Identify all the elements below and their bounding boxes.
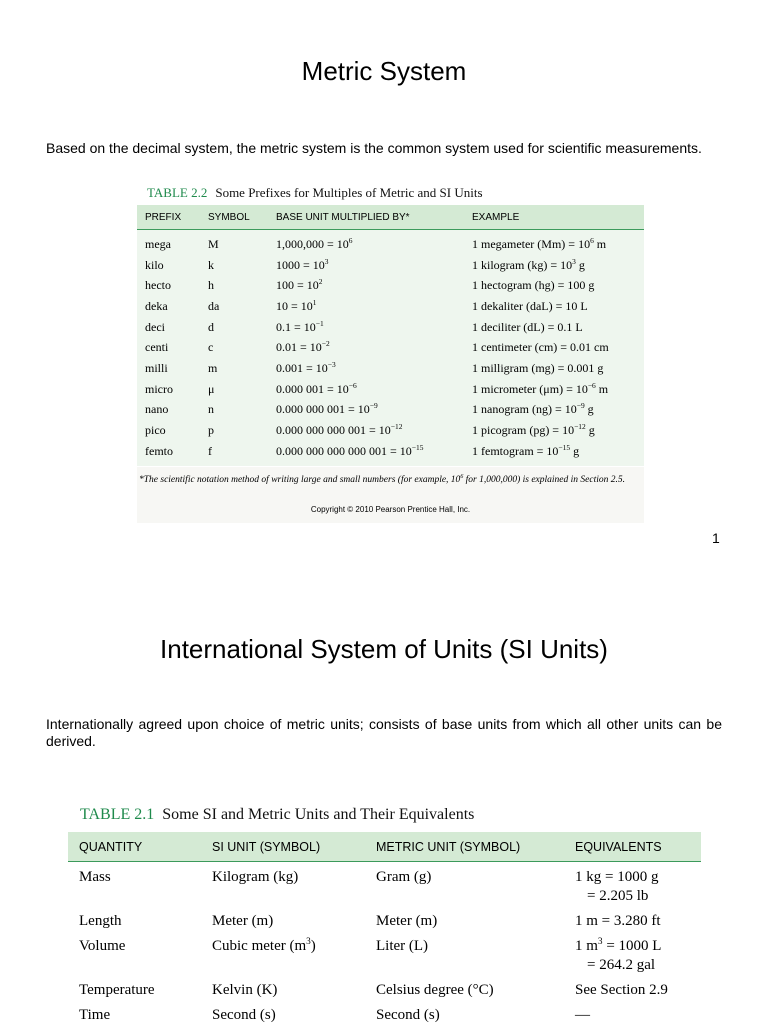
si-table-header — [68, 832, 701, 862]
slide2-paragraph: Internationally agreed upon choice of metric units; consists of base units from which all other units can be derived. — [46, 716, 722, 749]
multiplier-text: 0.000 000 001 = 10 — [276, 402, 370, 417]
multiplier-cell — [268, 379, 464, 400]
table21-caption — [80, 806, 474, 824]
equivalent-text: 1 m — [575, 938, 598, 954]
multiplier-text: 0.000 001 = 10 — [276, 381, 349, 396]
multiplier-cell — [268, 230, 464, 255]
si-unit-cell — [201, 906, 365, 931]
multiplier-cell — [268, 358, 464, 379]
si-unit-text: Kilogram (kg) — [212, 869, 299, 885]
equivalents-cell — [564, 975, 701, 1000]
prefix-row — [137, 317, 644, 338]
multiplier-text: 1000 = 10 — [276, 257, 325, 272]
example-text: 1 deciliter (dL) = 0.1 L — [472, 319, 583, 334]
quantity-cell: Temperature — [79, 982, 155, 998]
symbol-cell: d — [208, 319, 214, 334]
col-si-unit: SI UNIT (SYMBOL) — [201, 832, 365, 862]
quantity-cell: Volume — [79, 938, 126, 954]
prefix-row — [137, 400, 644, 421]
prefix-cell: micro — [145, 381, 173, 396]
example-unit: g — [570, 443, 580, 458]
equivalents-cell — [564, 906, 701, 931]
example-cell — [464, 358, 644, 379]
example-text: 1 picogram (pg) = 10 — [472, 423, 575, 438]
prefix-cell: kilo — [145, 257, 164, 272]
slide1-paragraph: Based on the decimal system, the metric system is the common system used for scientific measurements. — [46, 140, 702, 156]
metric-unit-cell: Meter (m) — [376, 913, 438, 929]
col-metric-unit: METRIC UNIT (SYMBOL) — [365, 832, 564, 862]
metric-unit-cell: Gram (g) — [376, 869, 432, 885]
multiplier-exponent: −1 — [315, 318, 324, 328]
prefix-row — [137, 255, 644, 276]
si-unit-cell — [201, 862, 365, 907]
example-text: 1 micrometer (μm) = 10 — [472, 381, 588, 396]
col-example: EXAMPLE — [464, 205, 644, 230]
prefix-cell: milli — [145, 360, 168, 375]
table22-footnote — [137, 467, 644, 523]
example-cell — [464, 441, 644, 466]
si-row — [68, 862, 701, 907]
prefix-cell: pico — [145, 423, 166, 438]
prefix-table-header — [137, 205, 644, 230]
equivalents-cell — [564, 862, 701, 907]
si-row — [68, 906, 701, 931]
equivalent-text: 1 kg = 1000 g — [575, 869, 659, 885]
prefix-row — [137, 420, 644, 441]
multiplier-text: 100 = 10 — [276, 278, 319, 293]
example-cell — [464, 337, 644, 358]
example-cell — [464, 400, 644, 421]
metric-unit-cell: Liter (L) — [376, 938, 429, 954]
multiplier-text: 0.01 = 10 — [276, 340, 322, 355]
table22-label: TABLE 2.2 — [147, 185, 208, 200]
multiplier-cell — [268, 337, 464, 358]
example-unit: g — [585, 423, 595, 438]
example-text: 1 kilogram (kg) = 10 — [472, 257, 573, 272]
equivalent-second-line: = 264.2 gal — [587, 957, 656, 973]
example-text: 1 milligram (mg) = 0.001 g — [472, 360, 604, 375]
symbol-cell: da — [208, 298, 220, 313]
symbol-cell: n — [208, 402, 214, 417]
si-row — [68, 975, 701, 1000]
si-unit-text: Meter (m) — [212, 913, 274, 929]
symbol-cell: k — [208, 257, 214, 272]
table21-title: Some SI and Metric Units and Their Equivalents — [162, 806, 475, 823]
si-unit-cell — [201, 975, 365, 1000]
prefix-row — [137, 275, 644, 296]
prefix-cell: deci — [145, 319, 165, 334]
example-cell — [464, 255, 644, 276]
symbol-cell: h — [208, 278, 214, 293]
multiplier-text: 0.000 000 000 001 = 10 — [276, 423, 391, 438]
example-unit: m — [595, 381, 609, 396]
col-equivalents: EQUIVALENTS — [564, 832, 701, 862]
multiplier-text: 0.001 = 10 — [276, 360, 328, 375]
multiplier-cell — [268, 317, 464, 338]
multiplier-exponent: −2 — [321, 339, 330, 349]
multiplier-text: 0.000 000 000 000 001 = 10 — [276, 443, 412, 458]
col-quantity: QUANTITY — [68, 832, 201, 862]
multiplier-exponent: 1 — [312, 297, 317, 307]
table22-title: Some Prefixes for Multiples of Metric and SI Units — [215, 185, 483, 200]
quantity-cell: Mass — [79, 869, 111, 885]
example-unit: g — [584, 402, 594, 417]
equivalent-text: See Section 2.9 — [575, 982, 668, 998]
equivalent-second-line: = 2.205 lb — [587, 888, 649, 904]
example-exponent: 6 — [590, 235, 594, 245]
multiplier-cell — [268, 296, 464, 317]
prefix-row — [137, 337, 644, 358]
si-row — [68, 1000, 701, 1025]
example-exponent: −6 — [587, 380, 596, 390]
example-cell — [464, 275, 644, 296]
multiplier-text: 0.1 = 10 — [276, 319, 316, 334]
si-unit-cell — [201, 931, 365, 975]
footnote-text-b: for 1,000,000) is explained in Section 2.5. — [463, 475, 625, 485]
quantity-cell: Length — [79, 913, 122, 929]
prefix-table — [137, 205, 644, 466]
si-unit-tail: ) — [310, 938, 316, 954]
quantity-cell: Time — [79, 1007, 111, 1023]
prefix-cell: centi — [145, 340, 169, 355]
multiplier-text: 10 = 10 — [276, 298, 313, 313]
col-prefix: PREFIX — [137, 205, 200, 230]
multiplier-exponent: −15 — [411, 442, 424, 452]
equivalent-text: 1 m = 3.280 ft — [575, 913, 661, 929]
prefix-cell: nano — [145, 402, 169, 417]
example-unit: g — [575, 257, 585, 272]
multiplier-cell — [268, 420, 464, 441]
example-text: 1 hectogram (hg) = 100 g — [472, 278, 595, 293]
example-exponent: 3 — [572, 256, 576, 266]
example-cell — [464, 379, 644, 400]
table21-label: TABLE 2.1 — [80, 806, 155, 823]
si-unit-text: Second (s) — [212, 1007, 276, 1023]
example-cell — [464, 317, 644, 338]
example-text: 1 femtogram = 10 — [472, 443, 559, 458]
example-exponent: −15 — [558, 442, 571, 452]
example-cell — [464, 230, 644, 255]
copyright: Copyright © 2010 Pearson Prentice Hall, Inc. — [310, 505, 471, 514]
si-row — [68, 931, 701, 975]
prefix-row — [137, 358, 644, 379]
symbol-cell: f — [208, 443, 212, 458]
multiplier-cell — [268, 275, 464, 296]
example-text: 1 dekaliter (daL) = 10 L — [472, 298, 588, 313]
si-unit-text: Kelvin (K) — [212, 982, 278, 998]
multiplier-exponent: 3 — [324, 256, 329, 266]
equivalents-cell — [564, 1000, 701, 1025]
metric-unit-cell: Second (s) — [376, 1007, 440, 1023]
prefix-row — [137, 379, 644, 400]
equivalents-cell — [564, 931, 701, 975]
prefix-cell: hecto — [145, 278, 171, 293]
prefix-row — [137, 230, 644, 255]
page-number: 1 — [712, 530, 720, 546]
example-exponent: −12 — [574, 422, 586, 432]
example-text: 1 megameter (Mm) = 10 — [472, 236, 591, 251]
multiplier-exponent: −12 — [390, 422, 403, 432]
example-exponent: −9 — [576, 401, 585, 411]
symbol-cell: p — [208, 423, 214, 438]
example-cell — [464, 296, 644, 317]
footnote-exp: 6 — [460, 473, 464, 480]
equivalent-exponent: 3 — [597, 937, 603, 947]
multiplier-exponent: 6 — [348, 235, 353, 245]
equivalent-text: — — [575, 1007, 590, 1023]
multiplier-cell — [268, 441, 464, 466]
prefix-cell: mega — [145, 236, 171, 251]
si-unit-exponent: 3 — [306, 937, 311, 947]
symbol-cell: μ — [208, 381, 215, 396]
multiplier-text: 1,000,000 = 10 — [276, 236, 349, 251]
symbol-cell: c — [208, 340, 214, 355]
slide1-title: Metric System — [301, 56, 467, 86]
col-multiplier: BASE UNIT MULTIPLIED BY* — [268, 205, 464, 230]
multiplier-cell — [268, 400, 464, 421]
example-unit: m — [593, 236, 607, 251]
prefix-cell: femto — [145, 443, 173, 458]
si-unit-text: Cubic meter (m — [212, 938, 307, 954]
col-symbol: SYMBOL — [200, 205, 268, 230]
multiplier-exponent: −3 — [327, 359, 336, 369]
si-unit-cell — [201, 1000, 365, 1025]
multiplier-exponent: 2 — [318, 277, 323, 287]
multiplier-exponent: −9 — [369, 401, 378, 411]
prefix-row — [137, 296, 644, 317]
prefix-row — [137, 441, 644, 466]
example-text: 1 nanogram (ng) = 10 — [472, 402, 577, 417]
multiplier-cell — [268, 255, 464, 276]
si-units-table — [68, 832, 701, 1025]
footnote-text-a: *The scientific notation method of writing large and small numbers (for example, 10 — [139, 475, 461, 485]
slide2-title: International System of Units (SI Units) — [160, 634, 608, 664]
multiplier-exponent: −6 — [348, 380, 357, 390]
equivalent-tail: = 1000 L — [602, 938, 662, 954]
metric-unit-cell: Celsius degree (°C) — [376, 982, 494, 998]
table22-caption — [147, 185, 483, 201]
prefix-cell: deka — [145, 298, 168, 313]
example-cell — [464, 420, 644, 441]
symbol-cell: m — [208, 360, 218, 375]
example-text: 1 centimeter (cm) = 0.01 cm — [472, 340, 609, 355]
symbol-cell: M — [208, 236, 219, 251]
